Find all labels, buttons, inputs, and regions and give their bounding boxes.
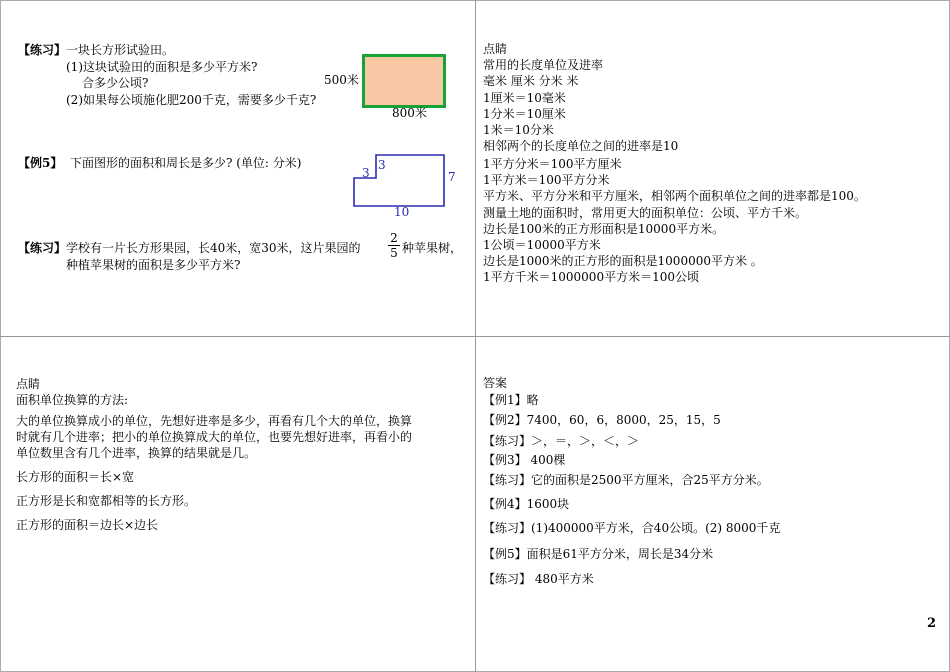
tips1-line: 平方米、平方分米和平方厘米，相邻两个面积单位之间的进率都是100。 <box>483 189 866 203</box>
answer-item: 【例5】面积是61平方分米，周长是34分米 <box>483 547 714 561</box>
answer-item: 【练习】它的面积是2500平方厘米，合25平方分米。 <box>483 473 769 487</box>
tips1-title: 点睛 <box>483 42 508 56</box>
example5-title: 下面图形的面积和周长是多少? (单位: 分米) <box>70 156 302 170</box>
orchard-text1b: 种苹果树， <box>402 241 463 255</box>
label-step-width: 3 <box>378 158 386 172</box>
fraction-two-fifths <box>388 232 400 259</box>
horizontal-divider <box>0 336 950 337</box>
exercise-part2: (2)如果每公顷施化肥200千克，需要多少千克? <box>66 93 317 107</box>
tips1-line: 毫米 厘米 分米 米 <box>483 74 579 88</box>
rectangle-area-rule: 长方形的面积＝长×宽 <box>16 470 135 484</box>
orchard-text1: 学校有一片长方形果园，长40米，宽30米，这片果园的 <box>66 241 361 255</box>
example5-tag: 【例5】 <box>18 156 63 170</box>
tips1-line: 1厘米＝10毫米 <box>483 91 566 105</box>
label-right-side: 7 <box>448 170 456 184</box>
tips1-line: 1分米＝10厘米 <box>483 107 566 121</box>
answer-item: 【例2】7400，60，6，8000，25，15，5 <box>483 413 721 427</box>
fraction-numerator: 2 <box>388 232 400 246</box>
tips1-line: 边长是100米的正方形面积是10000平方米。 <box>483 222 725 236</box>
field-rectangle <box>362 54 446 108</box>
l-shape-outline <box>354 155 444 206</box>
tips1-line: 1米＝10分米 <box>483 123 554 137</box>
tips1-line: 边长是1000米的正方形的面积是1000000平方米 。 <box>483 254 763 268</box>
tips2-paragraph-line: 单位数里含有几个进率，换算的结果就是几。 <box>16 446 257 460</box>
page-number: 2 <box>926 616 936 631</box>
tips1-line: 测量土地的面积时，常用更大的面积单位：公顷、平方千米。 <box>483 206 808 220</box>
fraction-denominator: 5 <box>390 246 398 260</box>
exercise-tag: 【练习】 <box>18 43 67 57</box>
answer-item: 【例4】1600块 <box>483 497 570 511</box>
tips1-line: 1公顷＝10000平方米 <box>483 238 601 252</box>
exercise-part1b: 合多少公顷? <box>82 76 149 90</box>
orchard-line1 <box>18 241 361 256</box>
tips2-paragraph-line: 时就有几个进率；把小的单位换算成大的单位，也要先想好进率，再看小的 <box>16 430 413 444</box>
tips1-line: 相邻两个的长度单位之间的进率是10 <box>483 139 679 153</box>
tips1-line: 1平方千米＝1000000平方米＝100公顷 <box>483 270 699 284</box>
exercise-title <box>18 43 174 58</box>
field-length-label: 800米 <box>392 106 427 120</box>
answer-item: 【例1】略 <box>483 393 539 407</box>
orchard-tag: 【练习】 <box>18 241 67 255</box>
example5-question <box>18 156 301 171</box>
field-width-label: 500米 <box>324 73 359 87</box>
tips1-line: 1平方分米＝100平方厘米 <box>483 157 622 171</box>
answer-item: 【练习】 480平方米 <box>483 572 594 586</box>
answer-item: 【练习】(1)400000平方米，合40公顷。(2) 8000千克 <box>483 521 781 535</box>
answer-item: 【例3】 400棵 <box>483 453 566 467</box>
orchard-line2: 种植苹果树的面积是多少平方米? <box>66 258 241 272</box>
tips1-line: 1平方米＝100平方分米 <box>483 173 610 187</box>
label-bottom-side: 10 <box>394 205 410 219</box>
exercise-title-text: 一块长方形试验田。 <box>66 43 175 57</box>
tips2-subtitle: 面积单位换算的方法: <box>16 393 129 407</box>
exercise-part1: (1)这块试验田的面积是多少平方米? <box>66 60 258 74</box>
answer-item: 【练习】＞，＝，＞，＜，＞ <box>483 434 640 448</box>
square-area-rule: 正方形的面积＝边长×边长 <box>16 518 159 532</box>
tips1-line: 常用的长度单位及进率 <box>483 58 604 72</box>
square-definition: 正方形是长和宽都相等的长方形。 <box>16 494 197 508</box>
tips2-paragraph-line: 大的单位换算成小的单位，先想好进率是多少，再看有几个大的单位，换算 <box>16 414 413 428</box>
tips2-title: 点睛 <box>16 377 41 391</box>
label-step-height: 3 <box>362 166 370 180</box>
answers-title: 答案 <box>483 376 508 390</box>
